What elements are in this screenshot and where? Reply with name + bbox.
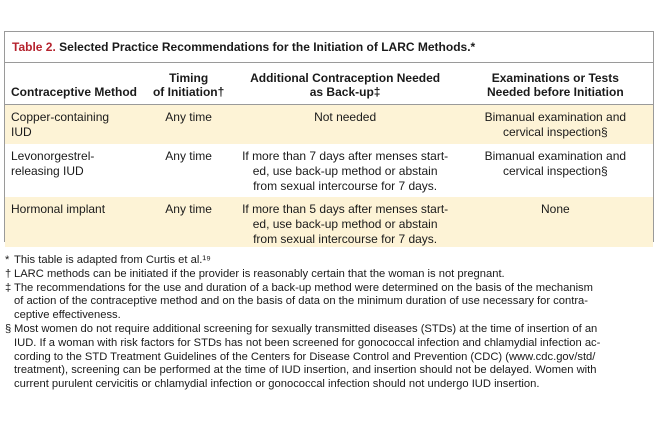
header-backup: Additional Contraception Needed as Back-up‡ xyxy=(233,63,458,104)
table-number: Table 2. xyxy=(12,40,56,54)
cell-exams: Bimanual examination and cervical inspection§ xyxy=(458,104,653,144)
footnote-double-dagger xyxy=(5,282,657,323)
cell-timing: Any time xyxy=(145,104,233,144)
table-row xyxy=(5,197,653,247)
header-method: Contraceptive Method xyxy=(5,63,145,104)
footnote-symbol: * xyxy=(5,254,10,266)
footnote-symbol: § xyxy=(5,322,12,335)
header-row xyxy=(5,63,653,104)
footnote-asterisk xyxy=(5,254,657,268)
cell-backup: If more than 7 days after menses start- ed, use back-up method or abstain from sexual intercourse for 7 days. xyxy=(242,149,449,193)
cell-exams: Bimanual examination and cervical inspection§ xyxy=(484,149,627,178)
cell-exams: None xyxy=(458,197,653,247)
table-title: Selected Practice Recommendations for the Initiation of LARC Methods.* xyxy=(59,40,476,54)
table-row xyxy=(5,104,653,144)
footnote-section xyxy=(5,323,657,392)
footnote-symbol: † xyxy=(5,267,12,280)
cell-method: Copper-containing IUD xyxy=(5,104,145,144)
cell-backup: If more than 5 days after menses start- ed, use back-up method or abstain from sexual intercourse for 7 days. xyxy=(233,197,458,247)
footnote-text: The recommendations for the use and duration of a back-up method were determined on the basis of the mechanism of action of the contraceptive method and on the basis of data on the minimum duration of use necessary for contra- ceptive effectiveness. xyxy=(14,281,593,322)
table-title-bar xyxy=(5,32,653,63)
cell-method: Hormonal implant xyxy=(5,197,145,247)
footnote-text: LARC methods can be initiated if the provider is reasonably certain that the woman is not pregnant. xyxy=(14,267,505,280)
footnote-dagger xyxy=(5,268,657,282)
footnote-text: This table is adapted from Curtis et al.¹⁹ xyxy=(14,254,211,266)
cell-timing: Any time xyxy=(165,149,212,163)
table-row xyxy=(5,144,653,197)
footnote-text: Most women do not require additional screening for sexually transmitted diseases (STDs) at the time of insertion of an IUD. If a woman with risk factors for STDs has not been screened for gonococcal infection and chlamydial infection ac- cording to the STD Treatment Guidelines of the Centers for Disease Control and Prevention (CDC) (www.cdc.gov/std/ treatment), screening can be performed at the time of IUD insertion, and insertion should not be delayed. Women with current purulent cervicitis or chlamydial infection or gonococcal infection should not undergo IUD insertion. xyxy=(14,322,601,391)
footnotes xyxy=(5,254,657,392)
recommendations-grid xyxy=(5,63,653,247)
cell-method: Levonorgestrel- releasing IUD xyxy=(11,149,95,178)
header-timing: Timing of Initiation† xyxy=(145,63,233,104)
practice-recommendations-table xyxy=(4,31,654,246)
header-exams: Examinations or Tests Needed before Initiation xyxy=(458,63,653,104)
cell-backup: Not needed xyxy=(233,104,458,144)
footnote-symbol: ‡ xyxy=(5,281,12,294)
cell-timing: Any time xyxy=(145,197,233,247)
